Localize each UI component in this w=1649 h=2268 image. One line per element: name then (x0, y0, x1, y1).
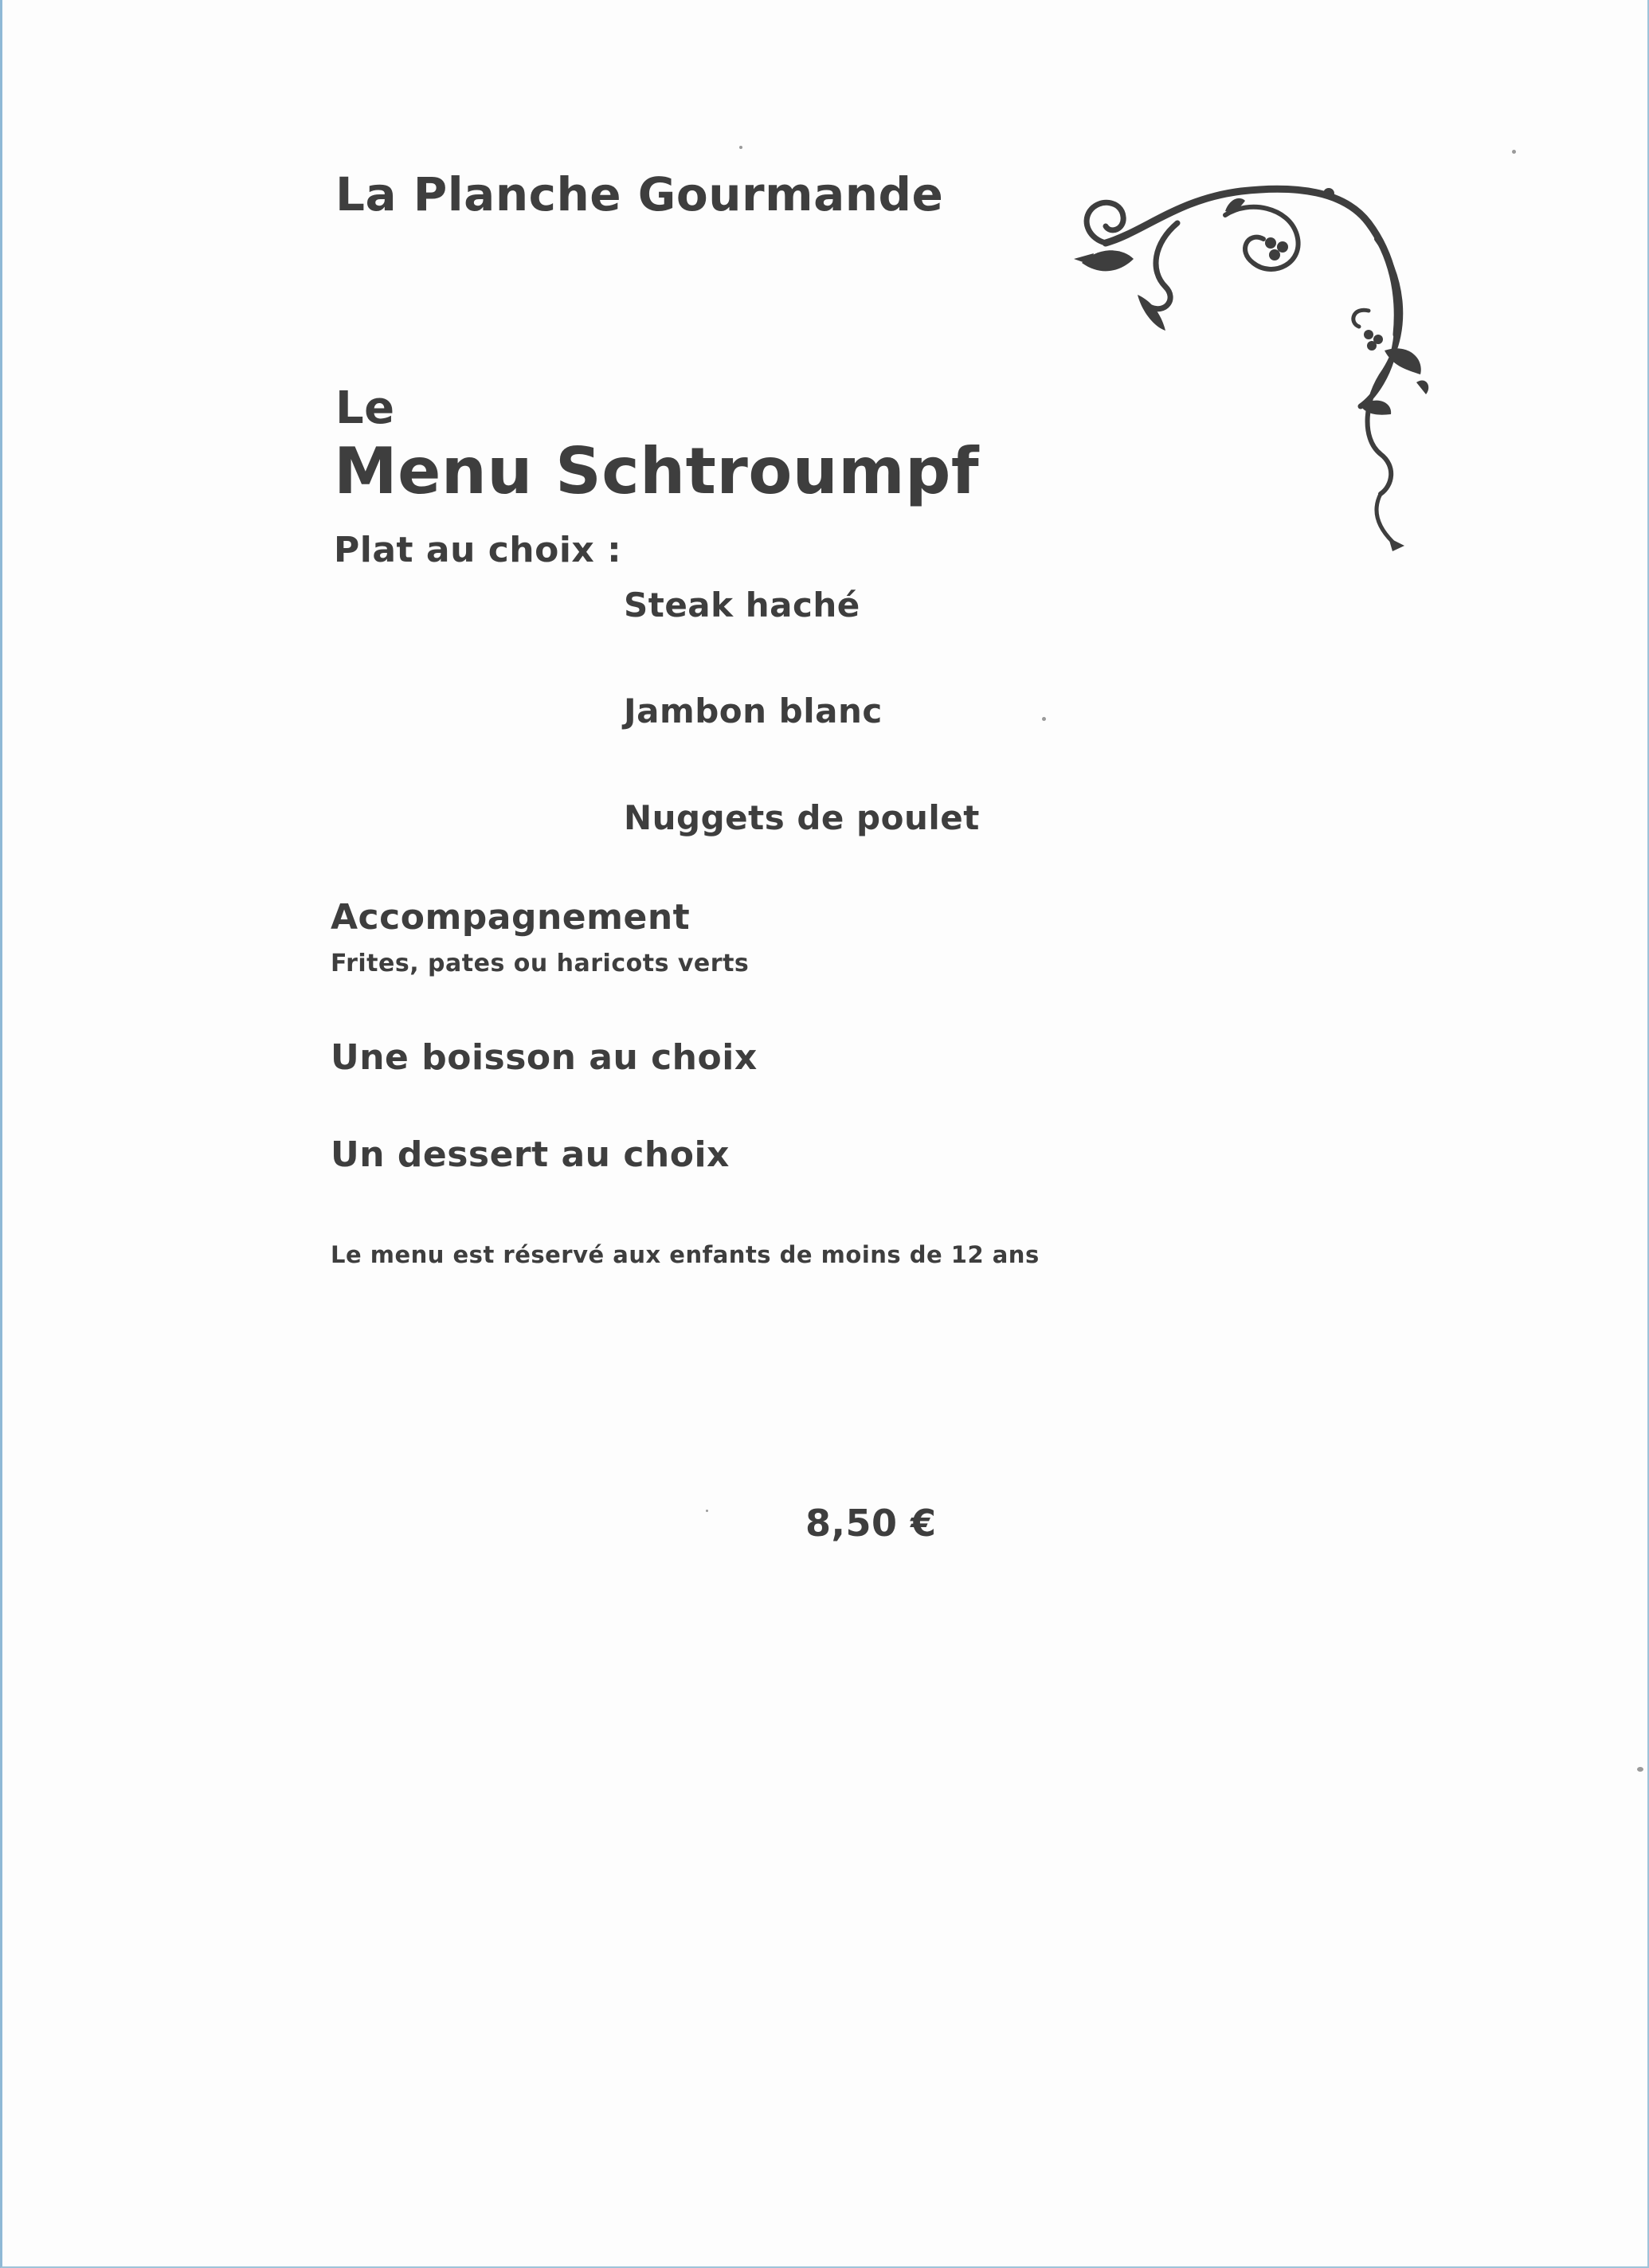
plat-item: Jambon blanc (624, 691, 883, 731)
scan-speck (1512, 150, 1516, 154)
plat-au-choix-label: Plat au choix : (334, 530, 622, 570)
accompagnement-detail: Frites, pates ou haricots verts (331, 950, 750, 977)
accompagnement-label: Accompagnement (331, 897, 691, 938)
restaurant-name: La Planche Gourmande (335, 167, 944, 221)
scan-speck (1042, 717, 1046, 721)
boisson-line: Une boisson au choix (331, 1037, 758, 1078)
scan-speck (1637, 1767, 1643, 1772)
menu-title-prefix: Le (335, 382, 395, 434)
age-restriction-note: Le menu est réservé aux enfants de moins de 12 ans (331, 1241, 1040, 1268)
dessert-line: Un dessert au choix (331, 1134, 730, 1175)
scan-speck (739, 146, 742, 149)
menu-title: Menu Schtroumpf (334, 434, 980, 508)
floral-corner-ornament-icon (1058, 167, 1432, 558)
menu-price: 8,50 € (805, 1502, 937, 1545)
scan-speck (706, 1510, 708, 1512)
plat-item: Steak haché (624, 586, 860, 625)
plat-item: Nuggets de poulet (624, 798, 980, 837)
